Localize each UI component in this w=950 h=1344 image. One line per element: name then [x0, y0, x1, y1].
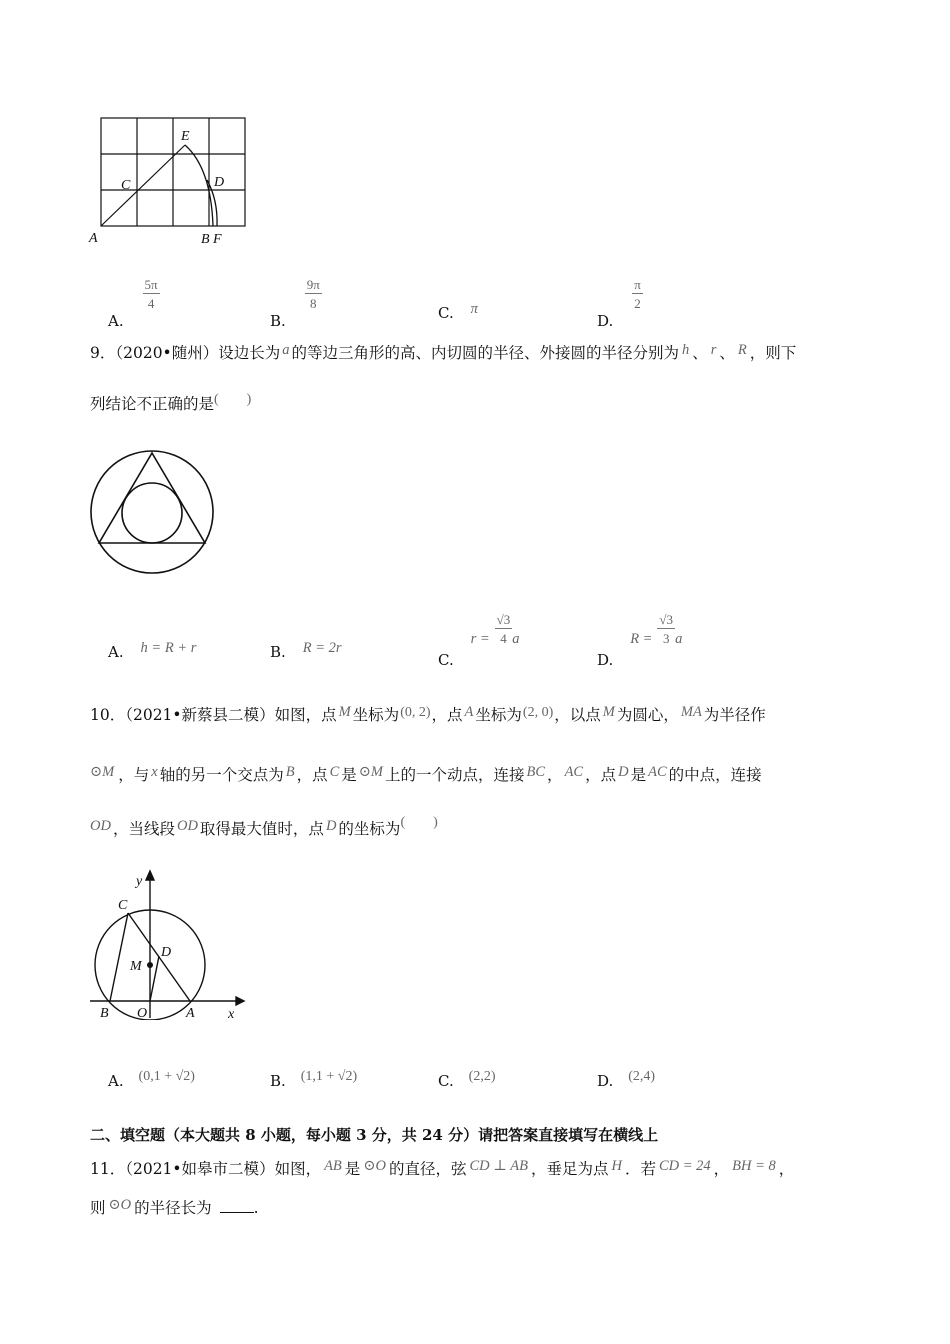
q10-figure	[88, 868, 248, 1020]
section-heading: 二、填空题（本大题共 8 小题，每小题 3 分，共 24 分）请把答案直接填写在横线上	[90, 1126, 659, 1144]
label-e: E	[181, 129, 190, 144]
q10-option-d: D. (2,4)	[597, 1069, 656, 1090]
option-label: A.	[108, 312, 124, 330]
label-d: D	[161, 945, 172, 960]
label-o: O	[137, 1006, 148, 1020]
q11-stem-line2: 则 ⊙O 的半径长为 .	[90, 1197, 259, 1217]
q10-option-c: C. (2,2)	[438, 1069, 496, 1090]
label-c: C	[121, 178, 131, 193]
label-m: M	[130, 959, 142, 974]
q10-stem-line1: 10．（2021•新蔡县二模）如图，点 M 坐标为(0, 2)，点 A 坐标为(2, 0)，以点 M 为圆心， MA 为半径作	[90, 704, 766, 724]
q10-stem-line2: ⊙M ，与 x 轴的另一个交点为 B ，点 C 是 ⊙M 上的一个动点，连接 BC ， AC ，点 D 是 AC 的中点，连接	[90, 764, 762, 784]
q9-option-a: A. h = R + r	[108, 640, 197, 661]
circumcircle	[91, 451, 213, 573]
label-x: x	[228, 1007, 235, 1020]
label-y: y	[136, 874, 143, 889]
segment-ae	[101, 145, 185, 226]
label-d: D	[214, 175, 225, 190]
answer-paren: ( )	[400, 815, 438, 830]
label-b: B	[201, 232, 210, 247]
option-value: π	[470, 301, 478, 317]
q8-option-a	[108, 277, 160, 330]
q8-option-c	[438, 301, 478, 322]
label-c: C	[118, 898, 128, 913]
q9-figure	[88, 448, 216, 576]
label-f: F	[213, 232, 222, 247]
q10-stem-line3: OD ，当线段 OD 取得最大值时，点 D 的坐标为( )	[90, 815, 438, 838]
q11-stem-line1: 11．（2021•如皋市二模）如图， AB 是 ⊙O 的直径，弦 CD ⊥ AB ，垂足为点 H ．若 CD = 24 ， BH = 8 ，	[90, 1158, 795, 1178]
segment-bc	[110, 913, 128, 1001]
point-m	[147, 962, 153, 968]
label-a: A	[186, 1006, 195, 1020]
y-axis-arrow	[146, 871, 154, 880]
option-label: C.	[438, 304, 454, 322]
option-label: B.	[270, 312, 286, 330]
incircle	[122, 483, 182, 543]
fraction: $\frac{\pi}{2}$	[634, 277, 641, 311]
q10-option-b: B. (1,1 + √2)	[270, 1069, 358, 1090]
q10-option-a: A. (0,1 + √2)	[108, 1069, 195, 1090]
q8-option-d	[597, 277, 643, 330]
option-label: D.	[597, 312, 614, 330]
q9-option-d: D. R = $\frac{√3}{3}$ a	[597, 612, 683, 669]
fraction: $\frac{√3}{4}$	[496, 612, 511, 646]
label-a: A	[89, 231, 98, 246]
answer-blank[interactable]	[220, 1200, 254, 1213]
q9-option-c: C. r = $\frac{√3}{4}$ a	[438, 612, 520, 669]
q9-stem-line2: 列结论不正确的是( )	[90, 392, 252, 413]
fraction: $\frac{√3}{3}$	[659, 612, 674, 646]
equilateral-triangle	[99, 453, 205, 543]
q9-option-b: B. R = 2r	[270, 640, 342, 661]
q8-option-b	[270, 277, 322, 330]
q8-figure	[85, 110, 260, 250]
fraction: $\frac{5\pi}{4}$	[144, 277, 158, 311]
label-b: B	[100, 1006, 109, 1020]
fraction: $\frac{9\pi}{8}$	[306, 277, 320, 311]
answer-paren: ( )	[214, 392, 252, 407]
q9-stem-line1: 9．（2020•随州）设边长为 a 的等边三角形的高、内切圆的半径、外接圆的半径分别为 h 、 r 、 R ，则下	[90, 342, 797, 362]
x-axis-arrow	[236, 997, 244, 1005]
